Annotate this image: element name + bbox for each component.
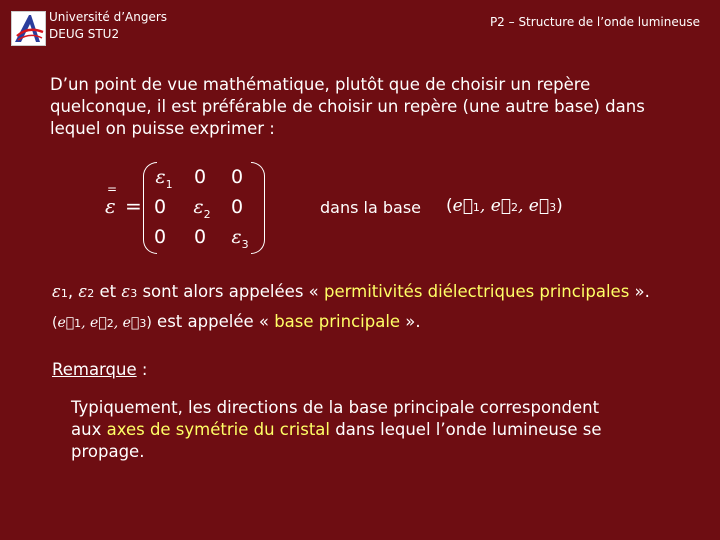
remarque-heading: Remarque : [52,360,148,379]
tensor-symbol: ε [105,194,116,218]
remarque-paragraph: Typiquement, les directions de la base principale correspondent aux axes de symétrie du cristal dans lequel l’onde lumineuse se propage. [71,398,602,461]
remarque-label: Remarque [52,360,137,379]
matrix-cell-2-2: $\varepsilon_2$ [193,196,211,221]
matrix-cell-1-1: $\varepsilon_1$ [155,166,173,191]
header-left [49,9,167,43]
matrix-cell-2-1: 0 [153,196,167,218]
equals-sign: = [125,194,142,218]
university-name: Université d’Angers [49,10,168,24]
permittivity-tensor-equation [105,158,285,258]
matrix-cell-1-3: 0 [230,166,244,188]
course-name: DEUG STU2 [49,27,120,41]
matrix-cell-3-2: 0 [193,226,207,248]
principal-base-sentence: (e⃗1, e⃗2, e⃗3) est appelée « base principale ». [52,312,421,331]
matrix-cell-1-2: 0 [193,166,207,188]
university-logo [11,11,46,46]
matrix-cell-3-1: 0 [153,226,167,248]
base-label: dans la base [320,198,421,217]
logo-graphic [12,12,45,45]
principal-permittivities-sentence: ε1, ε2 et ε3 sont alors appelées « permitivités diélectriques principales ». [52,282,650,301]
matrix-cell-3-3: $\varepsilon_3$ [231,226,249,251]
matrix-cell-2-3: 0 [230,196,244,218]
highlight-permittivities: permitivités diélectriques principales [324,282,630,301]
chapter-title: P2 – Structure de l’onde lumineuse [489,15,700,29]
intro-paragraph: D’un point de vue mathématique, plutôt que de choisir un repère quelconque, il est préférable de choisir un repère (une autre base) dans lequel on puisse exprimer : [50,75,645,138]
tensor-bar: = [107,182,118,196]
highlight-base-principale: base principale [274,312,401,331]
highlight-axes-symetrie: axes de symétrie du cristal [106,420,331,439]
base-vectors: (e⃗1, e⃗2, e⃗3) [446,196,563,216]
